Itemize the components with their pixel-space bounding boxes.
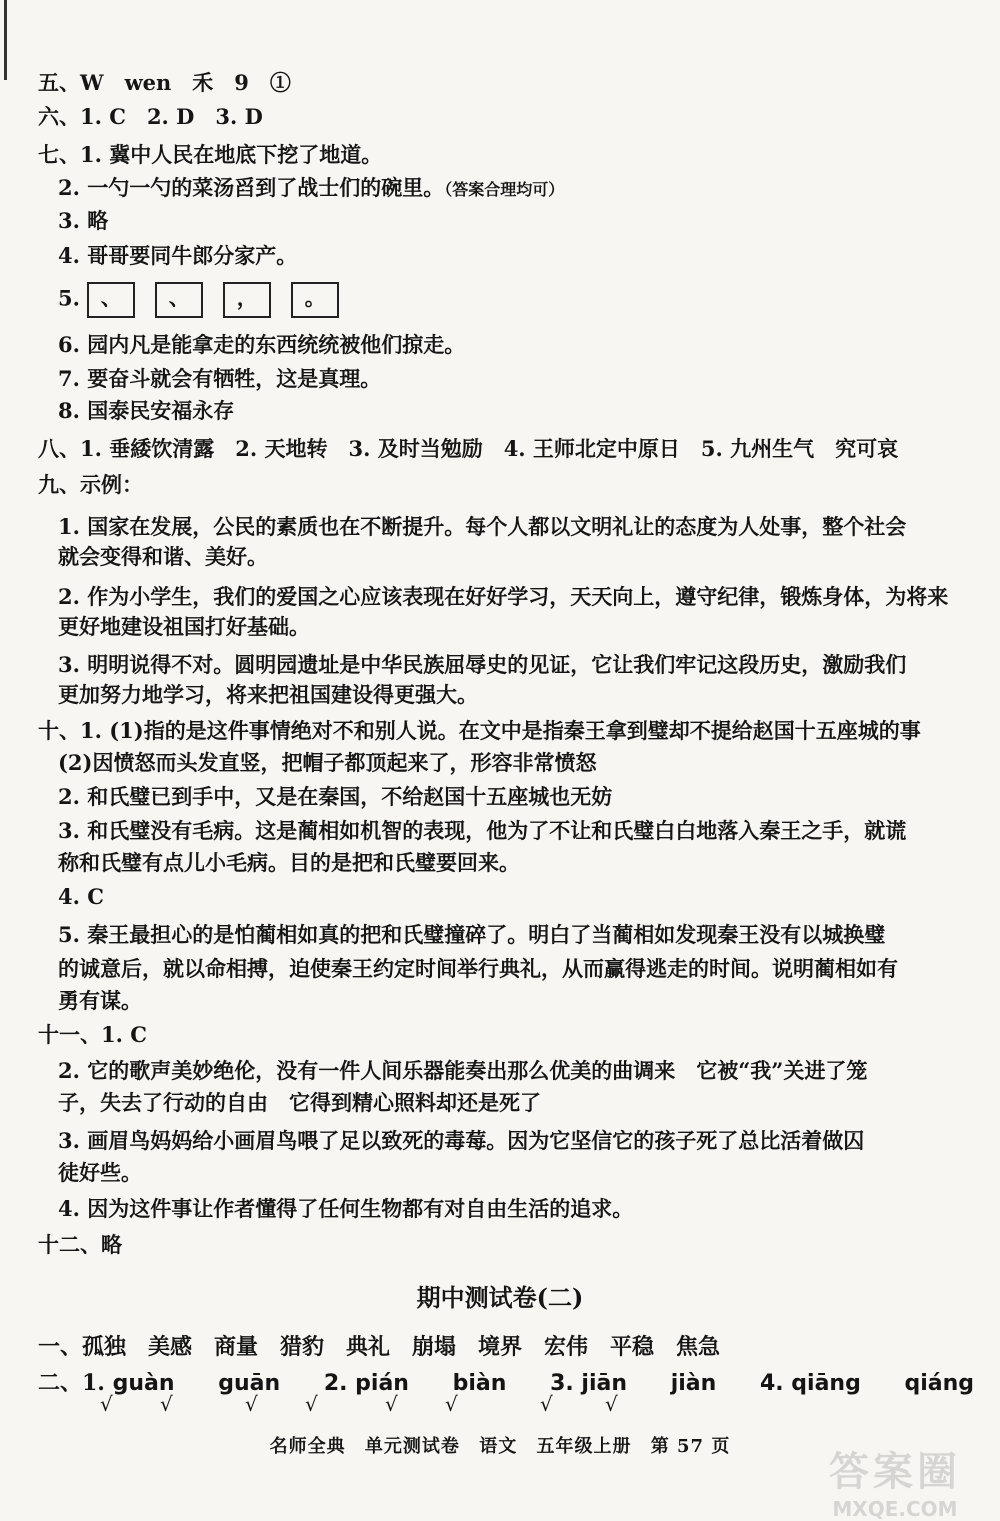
- section-title: 期中测试卷(二): [416, 1283, 584, 1312]
- pinyin-option: 4. qiāng: [759, 1371, 861, 1396]
- check-mark: √: [100, 1392, 113, 1416]
- answer-line-7-6: 6. 园内凡是能拿走的东西统统被他们掠走。: [58, 332, 466, 357]
- check-mark: √: [160, 1392, 173, 1416]
- footer-subject: 语文: [479, 1436, 518, 1457]
- answer-line-10-1b: (2)因愤怒而头发直竖，把帽子都顶起来了，形容非常愤怒: [58, 750, 597, 775]
- answer-line-10-1: 十、1. (1)指的是这件事情绝对不和别人说。在文中是指秦王拿到璧却不提给赵国十五座城的事: [38, 718, 921, 743]
- site-watermark: [820, 1440, 970, 1521]
- answer-line-10-5a: 5. 秦王最担心的是怕蔺相如真的把和氏璧撞碎了。明白了当蔺相如发现秦王没有以城换璧: [58, 922, 886, 947]
- punct-box: 。: [291, 282, 339, 318]
- answer-line-12: 十二、略: [38, 1232, 122, 1257]
- answer-line-7-8: 8. 国泰民安福永存: [58, 398, 235, 423]
- check-mark: √: [305, 1392, 318, 1416]
- check-mark: √: [605, 1392, 618, 1416]
- pinyin-option: biàn: [452, 1371, 507, 1396]
- answer-line-5: 五、W wen 禾 9 ①: [38, 70, 291, 95]
- answer-line-11-3b: 徒好些。: [58, 1160, 142, 1185]
- answer-line-9-1b: 就会变得和谐、美好。: [58, 544, 268, 569]
- pinyin-option: guàn: [112, 1371, 175, 1396]
- answer-line-7-5: [58, 282, 359, 318]
- answer-text: 5.: [58, 285, 80, 311]
- answer-line-9-2b: 更好地建设祖国打好基础。: [58, 614, 310, 639]
- midterm-answer-1: 一、孤独 美感 商量 猎豹 典礼 崩塌 境界 宏伟 平稳 焦急: [38, 1334, 721, 1360]
- answer-line-9-3a: 3. 明明说得不对。圆明园遗址是中华民族屈辱史的见证，它让我们牢记这段历史，激励我们: [58, 652, 907, 677]
- footer-brand: 名师全典: [269, 1436, 346, 1457]
- footer-grade: 五年级上册: [536, 1436, 632, 1457]
- question-number: 二、1.: [38, 1370, 105, 1396]
- answer-line-7-4: 4. 哥哥要同牛郎分家产。: [58, 243, 298, 268]
- punct-box: ，: [223, 282, 271, 318]
- pinyin-option: jiàn: [670, 1371, 717, 1396]
- answer-line-10-3a: 3. 和氏璧没有毛病。这是蔺相如机智的表现，他为了不让和氏璧白白地落入秦王之手，就谎: [58, 818, 907, 843]
- answer-line-11-4: 4. 因为这件事让作者懂得了任何生物都有对自由生活的追求。: [58, 1196, 634, 1221]
- answer-line-10-5b: 的诚意后，就以命相搏，迫使秦王约定时间举行典礼，从而赢得逃走的时间。说明蔺相如有: [58, 956, 898, 981]
- pinyin-option: guān: [218, 1371, 281, 1396]
- answer-line-11-3a: 3. 画眉鸟妈妈给小画眉鸟喂了足以致死的毒莓。因为它坚信它的孩子死了总比活着做囚: [58, 1128, 865, 1153]
- page-edge-mark: [4, 0, 7, 80]
- page-number: 第 57 页: [650, 1436, 731, 1457]
- answer-note: （答案合理均可）: [444, 180, 565, 199]
- midterm-answer-2: [38, 1370, 974, 1397]
- answer-line-9-2a: 2. 作为小学生，我们的爱国之心应该表现在好好学习，天天向上，遵守纪律，锻炼身体，为将来: [58, 584, 949, 609]
- answer-line-10-2: 2. 和氏璧已到手中，又是在秦国，不给赵国十五座城也无妨: [58, 784, 613, 809]
- footer-series: 单元测试卷: [364, 1436, 460, 1457]
- answer-line-6: 六、1. C 2. D 3. D: [38, 104, 263, 129]
- answer-line-9-3b: 更加努力地学习，将来把祖国建设得更强大。: [58, 682, 478, 707]
- check-mark: √: [385, 1392, 398, 1416]
- pinyin-option: 3. jiān: [550, 1371, 628, 1396]
- watermark-text: 答案圈: [829, 1448, 961, 1495]
- check-mark: √: [540, 1392, 553, 1416]
- answer-line-9-1a: 1. 国家在发展，公民的素质也在不断提升。每个人都以文明礼让的态度为人处事，整个社会: [58, 514, 907, 539]
- answer-line-9: 九、示例：: [38, 472, 143, 497]
- answer-line-11-2a: 2. 它的歌声美妙绝伦，没有一件人间乐器能奏出那么优美的曲调来 它被“我”关进了笼: [58, 1058, 868, 1083]
- pinyin-option: 2. pián: [323, 1371, 409, 1396]
- punct-box: 、: [155, 282, 203, 318]
- check-mark: √: [445, 1392, 458, 1416]
- watermark-url: MXQE.COM: [832, 1497, 958, 1521]
- answer-line-7-2: [58, 175, 564, 203]
- punct-box: 、: [87, 282, 135, 318]
- answer-line-7-7: 7. 要奋斗就会有牺牲，这是真理。: [58, 366, 382, 391]
- answer-line-8: 八、1. 垂緌饮清露 2. 天地转 3. 及时当勉励 4. 王师北定中原日 5. 九州生气 究可哀: [38, 436, 899, 461]
- answer-line-11-2b: 子，失去了行动的自由 它得到精心照料却还是死了: [58, 1090, 541, 1115]
- answer-line-7-3: 3. 略: [58, 208, 109, 233]
- answer-line-7-1: 七、1. 冀中人民在地底下挖了地道。: [38, 142, 383, 167]
- answer-line-10-3b: 称和氏璧有点儿小毛病。目的是把和氏璧要回来。: [58, 850, 520, 875]
- answer-text: 2. 一勺一勺的菜汤舀到了战士们的碗里。: [58, 175, 445, 200]
- answer-line-10-5c: 勇有谋。: [58, 988, 142, 1013]
- answer-line-11-1: 十一、1. C: [38, 1022, 147, 1047]
- check-mark: √: [245, 1392, 258, 1416]
- pinyin-option: qiáng: [904, 1371, 975, 1396]
- answer-line-10-4: 4. C: [58, 884, 104, 909]
